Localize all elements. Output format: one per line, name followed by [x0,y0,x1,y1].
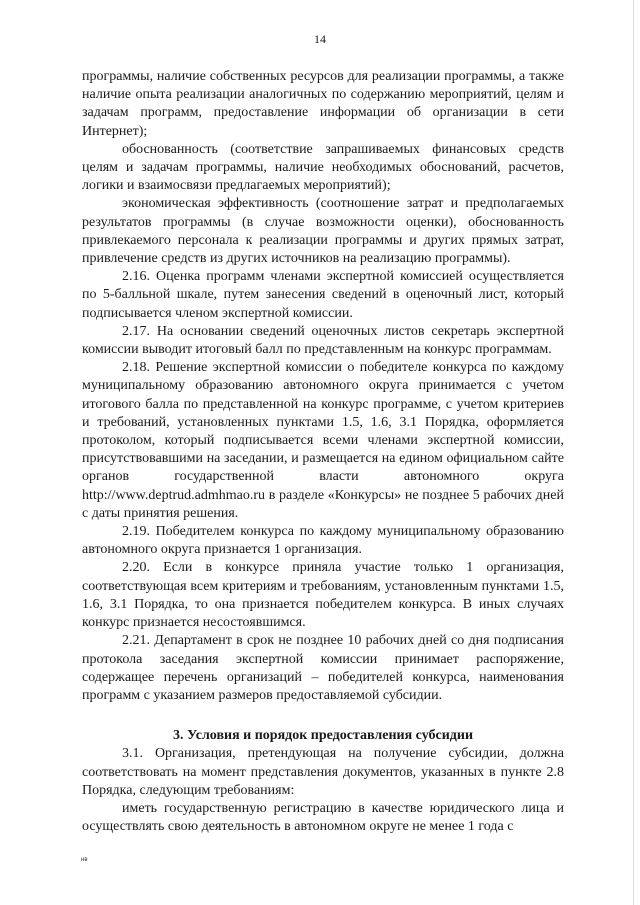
page-number: 14 [314,32,326,46]
paragraph-3-1: 3.1. Организация, претендующая на получение субсидии, должна соответствовать на момент представления документов, указанных в пункте 2.8 Порядка, следующим требованиям: [82,746,564,798]
paragraph-2-20: 2.20. Если в конкурсе приняла участие только 1 организация, соответствующая всем критериям и требованиям, установленным пунктами 1.5, 1.6, 3.1 Порядка, то она признается победителем конкурса. В иных случаях конкурс признается несостоявшимся. [82,560,564,631]
paragraph-2-16: 2.16. Оценка программ членами экспертной комиссией осуществляется по 5-балльной шкале, путем занесения сведений в оценочный лист, который подписывается членом экспертной комиссии. [82,269,564,321]
paragraph-validity-criterion: обоснованность (соответствие запрашиваемых финансовых средств целям и задачам программы, наличие необходимых обоснований, расчетов, логики и взаимосвязи предлагаемых мероприятий); [82,141,564,194]
paragraph-2-19: 2.19. Победителем конкурса по каждому муниципальному образованию автономного округа признается 1 организация. [82,524,564,558]
paragraph-2-21: 2.21. Департамент в срок не позднее 10 рабочих дней со дня подписания протокола заседания экспертной комиссии принимает распоряжение, содержащее перечень организаций – победителей конкурса, наименования программ с указанием размеров предоставляемой субсидии. [82,633,564,703]
paragraph-2-17: 2.17. На основании сведений оценочных листов секретарь экспертной комиссии выводит итоговый балл по представленным на конкурс программам. [82,323,564,358]
page-body [82,68,564,836]
paragraph-efficiency-criterion: экономическая эффективность (соотношение затрат и предполагаемых результатов программы (в случае возможности оценки), обоснованность привлекаемого персонала к реализации программы и других прямых затрат, привлечение средств из других источников на реализацию программы). [82,196,564,267]
page-edge-line [633,0,634,905]
footer-mark: нв [81,857,88,863]
section-heading: 3. Условия и порядок предоставления субсидии [172,728,474,744]
paragraph-continuation: программы, наличие собственных ресурсов для реализации программы, а также наличие опыта реализации аналогичных по содержанию мероприятий, целям и задачам программ, предоставление информации об организации в сети Интернет); [82,69,564,139]
paragraph-registration-requirement: иметь государственную регистрацию в качестве юридического лица и осуществлять свою деятельность в автономном округе не менее 1 года с [82,800,564,835]
paragraph-2-18: 2.18. Решение экспертной комиссии о победителе конкурса по каждому муниципальному образованию автономного округа принимается с учетом итогового балла по представленной на конкурс программе, с учетом критериев и требований, установленных пунктами 1.5, 1.6, 3.1 Порядка, оформляется протоколом, который подписывается всеми членами экспертной комиссии, присутствовавшими на заседании, и размещается на едином официальном сайте органов государственной власти автономного округа http://www.deptrud.admhmao.ru в разделе «Конкурсы» не позднее 5 рабочих дней с даты принятия решения. [82,360,564,521]
